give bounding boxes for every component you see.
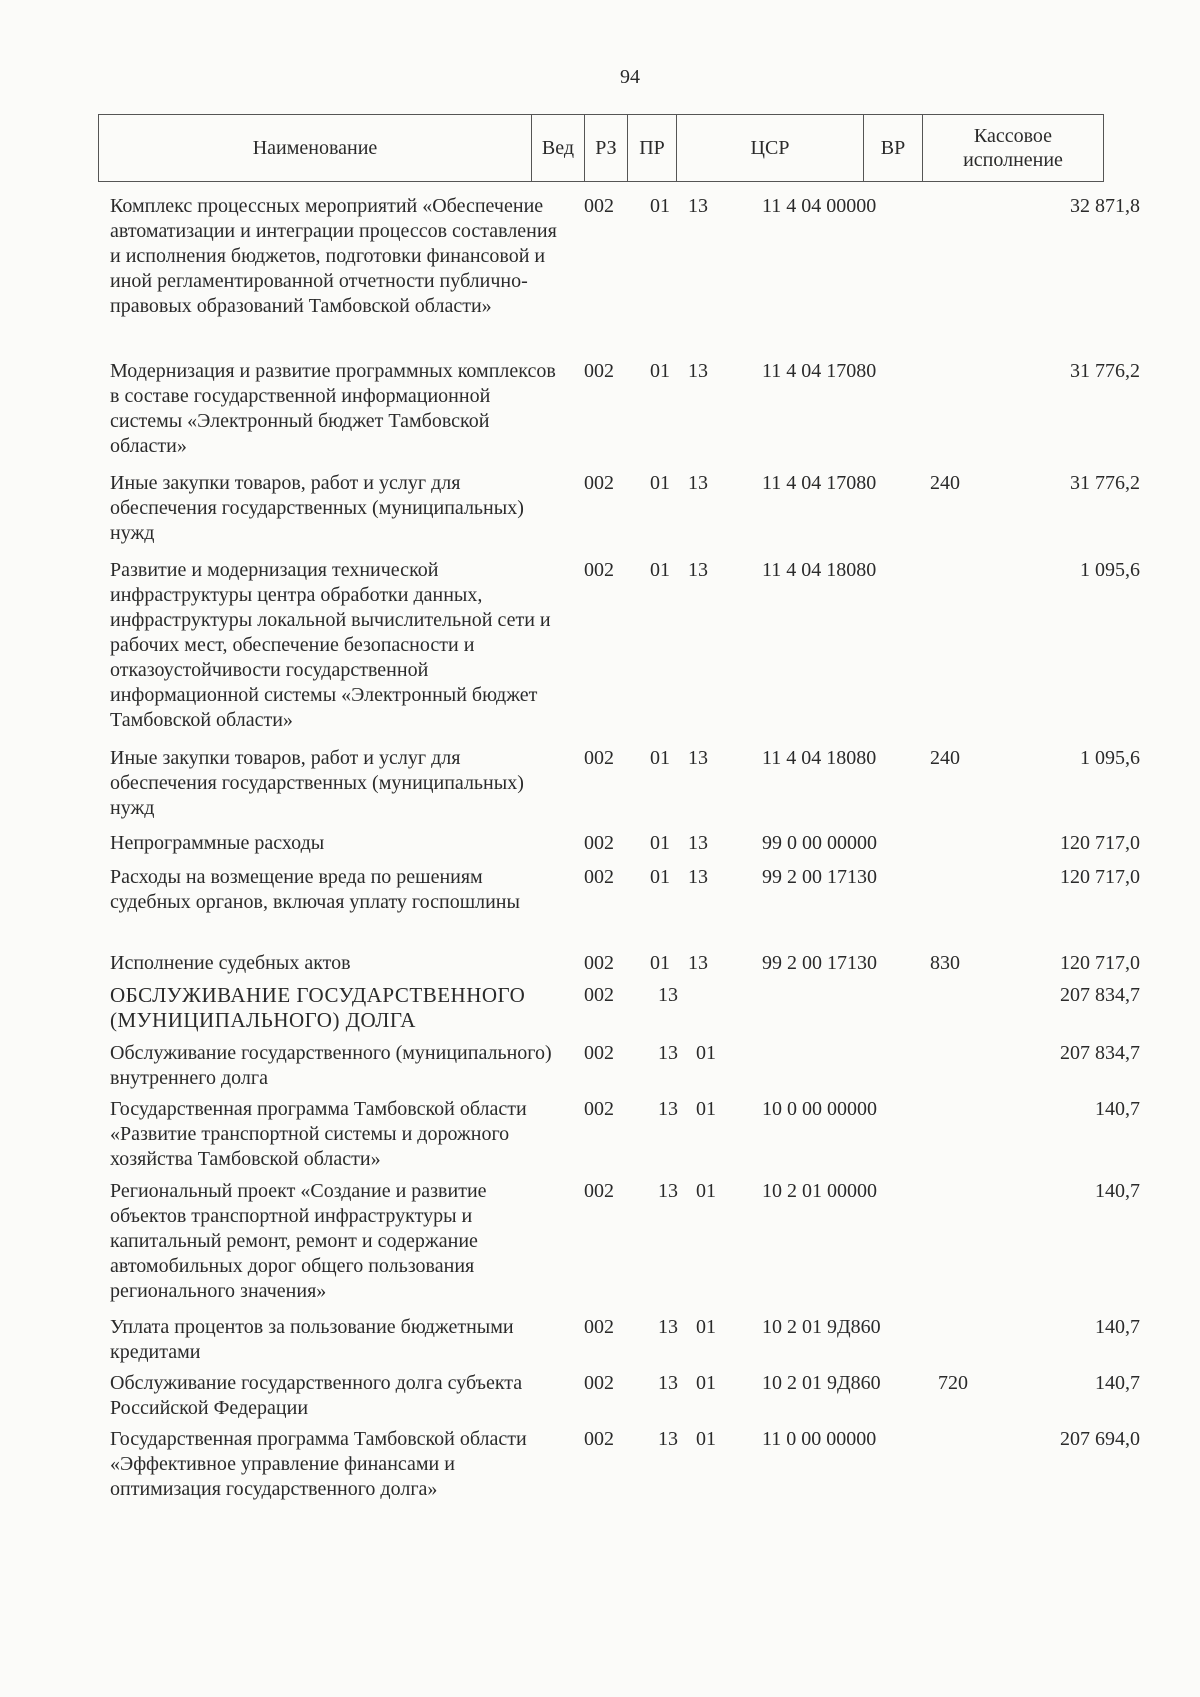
row-ved: 002	[584, 1372, 614, 1394]
row-pr: 13	[688, 559, 708, 581]
row-rz: 01	[650, 195, 670, 217]
row-csr: 11 4 04 18080	[762, 559, 877, 581]
row-rz: 01	[650, 747, 670, 769]
header-rz: РЗ	[585, 115, 628, 182]
row-amount: 1 095,6	[1080, 747, 1140, 769]
row-rz: 13	[658, 1098, 678, 1120]
row-name: Расходы на возмещение вреда по решениям судебных органов, включая уплату госпошлины	[110, 866, 520, 913]
row-csr: 10 2 01 9Д860	[762, 1372, 881, 1394]
row-csr: 11 4 04 17080	[762, 360, 877, 382]
row-pr: 01	[696, 1372, 716, 1394]
table-row	[0, 1097, 1200, 1179]
row-ved: 002	[584, 559, 614, 581]
row-rz: 13	[658, 1316, 678, 1338]
row-pr: 01	[696, 1098, 716, 1120]
row-amount: 120 717,0	[1060, 832, 1140, 854]
row-amount: 31 776,2	[1070, 360, 1140, 382]
row-rz: 01	[650, 832, 670, 854]
row-name: ОБСЛУЖИВАНИЕ ГОСУДАРСТВЕННОГО (МУНИЦИПАЛЬНОГО) ДОЛГА	[110, 983, 526, 1032]
row-rz: 13	[658, 1180, 678, 1202]
row-amount: 140,7	[1095, 1180, 1140, 1202]
row-pr: 13	[688, 472, 708, 494]
table-row	[0, 1041, 1200, 1097]
row-csr: 99 2 00 17130	[762, 952, 877, 974]
row-csr: 99 2 00 17130	[762, 866, 877, 888]
row-csr: 10 2 01 00000	[762, 1180, 877, 1202]
row-rz: 01	[650, 866, 670, 888]
header-csr: ЦСР	[677, 115, 864, 182]
row-pr: 01	[696, 1428, 716, 1450]
row-rz: 01	[650, 952, 670, 974]
row-amount: 120 717,0	[1060, 952, 1140, 974]
row-name: Государственная программа Тамбовской области «Развитие транспортной системы и дорожного хозяйства Тамбовской области»	[110, 1098, 527, 1170]
table-row	[0, 983, 1200, 1041]
row-amount: 120 717,0	[1060, 866, 1140, 888]
row-name: Непрограммные расходы	[110, 832, 325, 854]
table-row	[0, 1315, 1200, 1371]
row-ved: 002	[584, 984, 614, 1006]
table-body	[0, 194, 1200, 1537]
row-name: Уплата процентов за пользование бюджетными кредитами	[110, 1316, 514, 1363]
row-csr: 10 0 00 00000	[762, 1098, 877, 1120]
table-row	[0, 558, 1200, 746]
row-ved: 002	[584, 1428, 614, 1450]
table-row	[0, 471, 1200, 558]
row-name: Исполнение судебных актов	[110, 952, 351, 974]
row-name: Модернизация и развитие программных комплексов в составе государственной информационной системы «Электронный бюджет Тамбовской области»	[110, 360, 556, 457]
table-row	[0, 831, 1200, 865]
header-pr: ПР	[628, 115, 677, 182]
row-amount: 140,7	[1095, 1316, 1140, 1338]
row-pr: 13	[688, 832, 708, 854]
page-number: 94	[620, 66, 640, 88]
row-csr: 11 4 04 18080	[762, 747, 877, 769]
row-name: Обслуживание государственного долга субъекта Российской Федерации	[110, 1372, 523, 1419]
table-row	[0, 194, 1200, 359]
row-pr: 01	[696, 1180, 716, 1202]
table-row	[0, 746, 1200, 831]
row-ved: 002	[584, 832, 614, 854]
row-ved: 002	[584, 195, 614, 217]
row-name: Иные закупки товаров, работ и услуг для обеспечения государственных (муниципальных) нужд	[110, 472, 524, 544]
row-amount: 140,7	[1095, 1098, 1140, 1120]
row-pr: 13	[688, 952, 708, 974]
row-vr: 240	[930, 472, 960, 494]
table-header	[98, 114, 1104, 182]
row-pr: 13	[688, 195, 708, 217]
row-ved: 002	[584, 1180, 614, 1202]
row-ved: 002	[584, 472, 614, 494]
row-amount: 1 095,6	[1080, 559, 1140, 581]
row-amount: 207 834,7	[1060, 984, 1140, 1006]
row-csr: 99 0 00 00000	[762, 832, 877, 854]
table-row	[0, 1179, 1200, 1315]
row-name: Комплекс процессных мероприятий «Обеспечение автоматизации и интеграции процессов составления и исполнения бюджетов, подготовки финансовой и иной регламентированной отчетности публично-правовых образований Тамбовской области»	[110, 195, 557, 317]
row-rz: 01	[650, 472, 670, 494]
table-row	[0, 1371, 1200, 1427]
header-ved: Вед	[532, 115, 585, 182]
row-name: Иные закупки товаров, работ и услуг для обеспечения государственных (муниципальных) нужд	[110, 747, 524, 819]
row-rz: 01	[650, 360, 670, 382]
row-ved: 002	[584, 747, 614, 769]
table-row	[0, 865, 1200, 951]
row-ved: 002	[584, 360, 614, 382]
row-csr: 11 4 04 17080	[762, 472, 877, 494]
row-vr: 240	[930, 747, 960, 769]
row-name: Государственная программа Тамбовской области «Эффективное управление финансами и оптимизация государственного долга»	[110, 1428, 527, 1500]
row-ved: 002	[584, 866, 614, 888]
row-pr: 13	[688, 360, 708, 382]
row-ved: 002	[584, 952, 614, 974]
row-rz: 01	[650, 559, 670, 581]
table-row	[0, 359, 1200, 471]
row-amount: 207 694,0	[1060, 1428, 1140, 1450]
row-csr: 10 2 01 9Д860	[762, 1316, 881, 1338]
row-pr: 01	[696, 1316, 716, 1338]
table-row	[0, 951, 1200, 983]
row-name: Обслуживание государственного (муниципального) внутреннего долга	[110, 1042, 552, 1089]
row-rz: 13	[658, 1042, 678, 1064]
row-name: Региональный проект «Создание и развитие объектов транспортной инфраструктуры и капитальный ремонт, ремонт и содержание автомобильных дорог общего пользования регионального значения»	[110, 1180, 487, 1302]
row-csr: 11 4 04 00000	[762, 195, 877, 217]
row-rz: 13	[658, 984, 678, 1006]
row-amount: 140,7	[1095, 1372, 1140, 1394]
row-vr: 720	[938, 1372, 968, 1394]
row-amount: 32 871,8	[1070, 195, 1140, 217]
row-amount: 31 776,2	[1070, 472, 1140, 494]
row-name: Развитие и модернизация технической инфраструктуры центра обработки данных, инфраструктуры локальной вычислительной сети и рабочих мест, обеспечение безопасности и отказоустойчивости государственной информационной системы «Электронный бюджет Тамбовской области»	[110, 559, 551, 731]
table-row	[0, 1427, 1200, 1537]
row-ved: 002	[584, 1316, 614, 1338]
row-amount: 207 834,7	[1060, 1042, 1140, 1064]
header-amount: Кассовое исполнение	[923, 115, 1104, 182]
row-ved: 002	[584, 1098, 614, 1120]
row-csr: 11 0 00 00000	[762, 1428, 877, 1450]
row-rz: 13	[658, 1428, 678, 1450]
header-vr: ВР	[864, 115, 923, 182]
row-ved: 002	[584, 1042, 614, 1064]
row-rz: 13	[658, 1372, 678, 1394]
row-pr: 13	[688, 866, 708, 888]
header-name: Наименование	[99, 115, 532, 182]
row-vr: 830	[930, 952, 960, 974]
row-pr: 13	[688, 747, 708, 769]
row-pr: 01	[696, 1042, 716, 1064]
